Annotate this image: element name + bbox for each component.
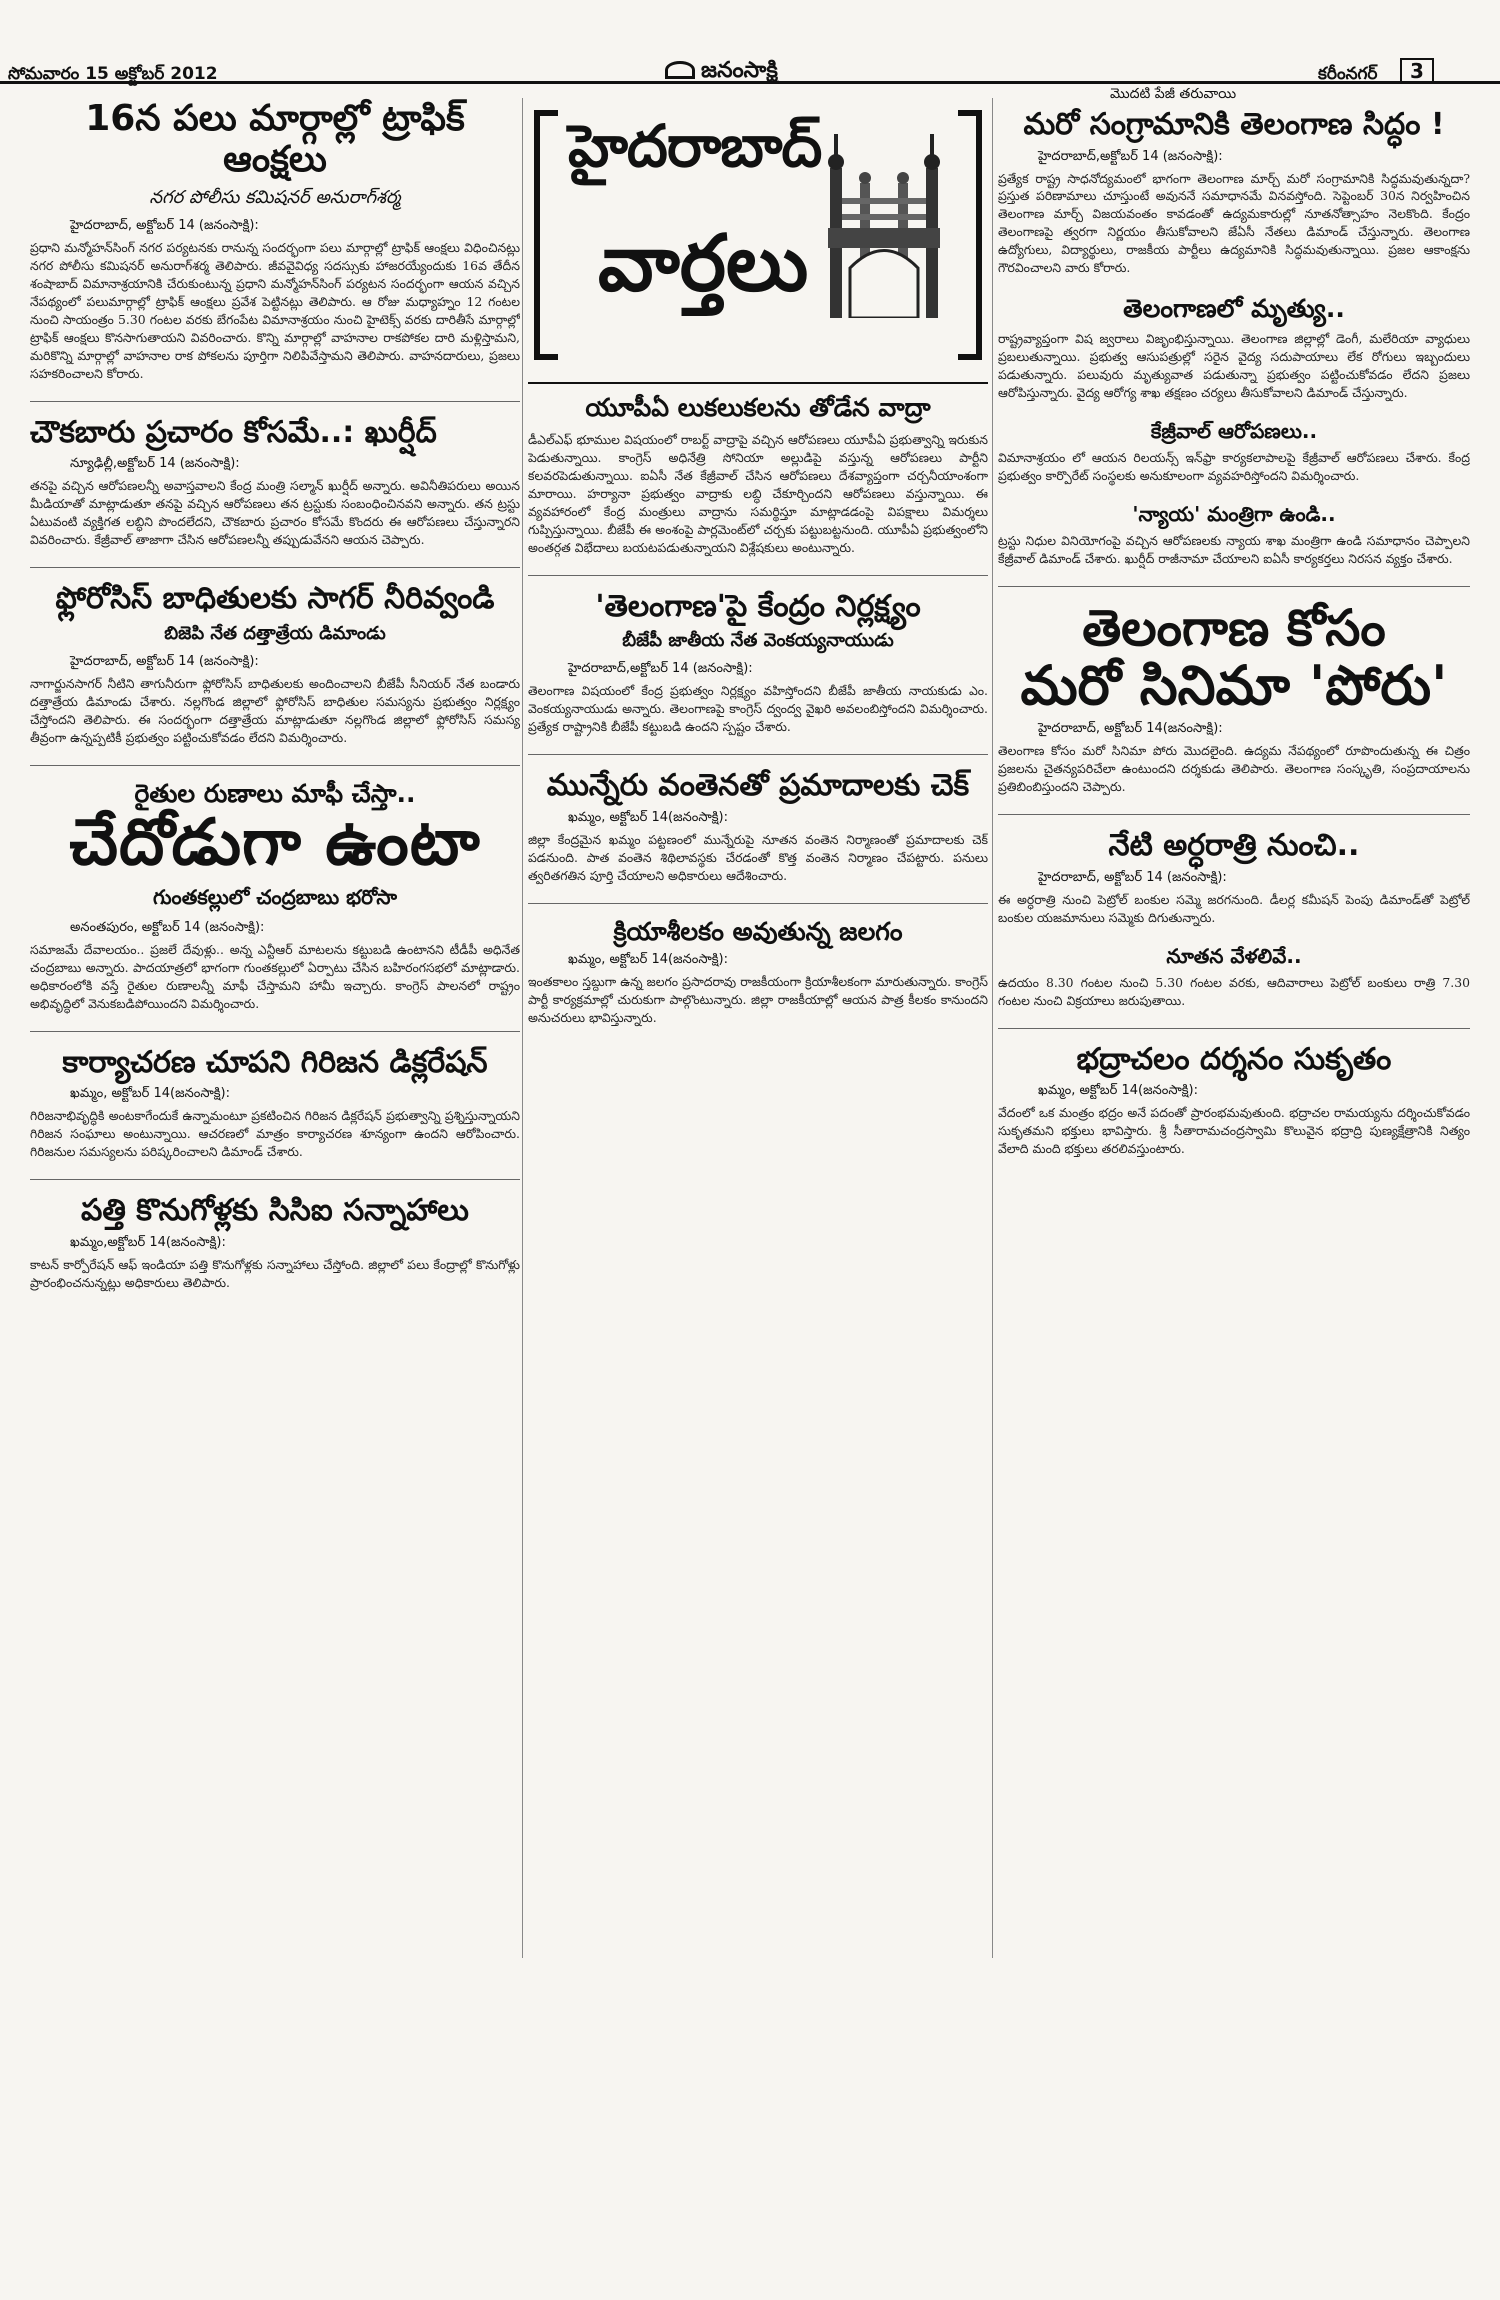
story-body: డీఎల్ఎఫ్ భూముల విషయంలో రాబర్ట్ వాద్రాపై వచ్చిన ఆరోపణలు యూపీఏ ప్రభుత్వాన్ని ఇరుకున పెడుతున్నాయి. కాంగ్రెస్ అధినేత్రి సోనియా అల్లుడిపై వస్తున్న ఆరోపణలు పార్టీని కలవరపెడుతున్నాయి. ఐఏసీ నేత కేజ్రీవాల్ చేసిన ఆరోపణలు దేశవ్యాప్తంగా చర్చనీయాంశంగా మారాయి. హర్యానా ప్రభుత్వం వాద్రాకు లబ్ధి చేకూర్చిందని ఆరోపణలు వస్తున్నాయి. ఈ వ్యవహారంలో కేంద్ర మంత్రులు వాద్రాను సమర్థిస్తూ మాట్లాడడంపై విపక్షాలు విమర్శలు గుప్పిస్తున్నాయి. బీజేపీ ఈ అంశంపై పార్లమెంట్‌లో చర్చకు పట్టుబట్టనుంది. యూపీఏ ప్రభుత్వంలోని అంతర్గత విభేదాలు బయటపడుతున్నాయని విశ్లేషకులు అంటున్నారు. <box>528 431 988 555</box>
dateline: హైదరాబాద్,అక్టోబర్ 14 (జనంసాక్షి): <box>1038 148 1223 164</box>
kicker: రైతుల రుణాలు మాఫీ చేస్తా.. <box>134 778 416 808</box>
dateline: ఖమ్మం, అక్టోబర్ 14(జనంసాక్షి): <box>1038 1083 1198 1099</box>
story-body: కాటన్ కార్పోరేషన్ ఆఫ్ ఇండియా పత్తి కొనుగోళ్లకు సన్నాహాలు చేస్తోంది. జిల్లాలో పలు కేంద్రాల్లో కొనుగోళ్లు ప్రారంభించనున్నట్లు అధికారులు తెలిపారు. <box>30 1256 520 1290</box>
story-body: తనపై వచ్చిన ఆరోపణలన్నీ అవాస్తవాలని కేంద్ర మంత్రి సల్మాన్ ఖుర్షీద్ అన్నారు. అవినీతిపరులు అయిన మీడియాతో మాట్లాడుతూ తనపై వచ్చిన ఆరోపణలు తన ట్రస్టుకు సంబంధించినవని అన్నారు. తన ట్రస్టు ఏటువంటి వ్యక్తిగత లబ్ధిని పొందలేదని, చౌకబారు ప్రచారం కోసమే కొందరు ఈ ఆరోపణలు చేస్తున్నారని వివరించారు. కేజ్రీవాల్ తాజాగా చేసిన ఆరోపణలన్నీ తప్పుడువేనని ఆయన చెప్పారు. <box>30 478 520 548</box>
divider <box>30 765 520 766</box>
story-body: ప్రధాని మన్మోహన్‌సింగ్ నగర పర్యటనకు రానున్న సందర్భంగా పలు మార్గాల్లో ట్రాఫిక్ ఆంక్షలు విధించినట్లు నగర పోలీసు కమిషనర్ అనురాగ్‌శర్మ తెలిపారు. జీవవైవిధ్య సదస్సుకు హాజరయ్యేందుకు 16వ తేదీన శంషాబాద్ విమానాశ్రయానికి చేరుకుంటున్న ప్రధాని మన్మోహన్‌సింగ్ పర్యటన సందర్భంగా ఆయన వచ్చిన నేపథ్యంలో పలుమార్గాల్లో ట్రాఫిక్ ఆంక్షలు ప్రవేశ పెట్టినట్లు తెలిపారు. ఆ రోజు మధ్యాహ్నం 12 గంటల నుంచి సాయంత్రం 5.30 గంటల వరకు బేగంపేట విమానాశ్రయం నుంచి హైటెక్స్ వరకు దారితీసే మార్గాల్లో ట్రాఫిక్ ఆంక్షలు కొనసాగుతాయని వివరించారు. కొన్ని మార్గాల్లో వాహనాల రాకపోకల దారి మళ్లిస్తామని, మరికొన్ని మార్గాల్లో వాహనాల రాక పోకలను పూర్తిగా నిలిపివేస్తామని తెలిపారు. వాహనదారులు, ప్రజలు సహకరించాలని కోరారు. <box>30 239 520 381</box>
dateline: ఖమ్మం,అక్టోబర్ 14(జనంసాక్షి): <box>70 1234 226 1250</box>
divider <box>528 903 988 904</box>
headline: చౌకబారు ప్రచారం కోసమే..: ఖుర్షీద్ <box>30 414 437 450</box>
dateline: ఖమ్మం, అక్టోబర్ 14(జనంసాక్షి): <box>70 1086 230 1102</box>
story-body: తెలంగాణ విషయంలో కేంద్ర ప్రభుత్వం నిర్లక్ష్యం వహిస్తోందని బీజేపీ జాతీయ నాయకుడు ఎం. వెంకయ్యనాయుడు అన్నారు. తెలంగాణపై కాంగ్రెస్ ద్వంద్వ వైఖరి అవలంబిస్తోందని విమర్శించారు. ప్రత్యేక రాష్ట్రానికి బీజేపీ కట్టుబడి ఉందని స్పష్టం చేశారు. <box>528 683 988 735</box>
hyderabad-news-banner <box>528 98 988 384</box>
story-vadra <box>528 394 988 557</box>
issue-date: సోమవారం 15 అక్టోబర్ 2012 <box>8 64 218 84</box>
story-body: ఇంతకాలం స్తబ్దుగా ఉన్న జలగం ప్రసాదరావు రాజకీయంగా క్రియాశీలకంగా మారుతున్నారు. కాంగ్రెస్ పార్టీ కార్యక్రమాల్లో చురుకుగా పాల్గొంటున్నారు. జిల్లా రాజకీయాల్లో ఆయన పాత్ర కీలకం కానుందని అనుచరులు భావిస్తున్నారు. <box>528 974 988 1026</box>
headline-line-1: తెలంగాణ కోసం <box>1082 599 1386 658</box>
divider <box>30 1031 520 1032</box>
headline: మరో సంగ్రామానికి తెలంగాణ సిద్ధం ! <box>1023 107 1445 142</box>
dateline: ఖమ్మం, అక్టోబర్ 14(జనంసాక్షి): <box>568 952 728 968</box>
headline: కేజ్రీవాల్ ఆరోపణలు.. <box>1150 419 1318 444</box>
masthead <box>0 0 1500 84</box>
bracket-right <box>958 110 982 360</box>
subhead: బీజేపీ జాతీయ నేత వెంకయ్యనాయుడు <box>622 630 894 652</box>
newspaper-brand <box>665 58 778 88</box>
story-munneru <box>528 769 988 884</box>
story-body: వేదంలో ఒక మంత్రం భద్రం అనే పదంతో ప్రారంభమవుతుంది. భద్రాచల రామయ్యను దర్శించుకోవడం సుకృతమని భక్తులు భావిస్తారు. శ్రీ సీతారామచంద్రస్వామి కొలువైన భద్రాద్రి పుణ్యక్షేత్రానికి నిత్యం వేలాది మంది భక్తులు తరలివస్తుంటారు. <box>998 1105 1470 1157</box>
headline: 'తెలంగాణ'పై కేంద్రం నిర్లక్ష్యం <box>595 588 921 624</box>
headline: భద్రాచలం దర్శనం సుకృతం <box>1076 1041 1392 1077</box>
edition-city: కరీంనగర్ <box>1318 64 1378 84</box>
story-khurshid <box>30 416 520 549</box>
dateline: అనంతపురం, అక్టోబర్ 14 (జనంసాక్షి): <box>70 919 265 935</box>
headline: కార్యాచరణ చూపని గిరిజన డిక్లరేషన్ <box>62 1044 488 1080</box>
dateline: హైదరాబాద్, అక్టోబర్ 14 (జనంసాక్షి): <box>70 217 259 233</box>
story-fevers <box>998 295 1470 402</box>
headline: నేటి అర్ధరాత్రి నుంచి.. <box>1108 828 1360 864</box>
story-body: ఉదయం 8.30 గంటల నుంచి 5.30 గంటల వరకు, ఆదివారాలు పెట్రోల్ బంకులు రాత్రి 7.30 గంటల నుంచి విక్రయాలు జరుపుతాయి. <box>998 974 1470 1008</box>
subhead: గుంతకల్లులో చంద్రబాబు భరోసా <box>152 884 398 909</box>
banner-subtitle: వార్తలు <box>598 218 809 309</box>
divider <box>998 814 1470 815</box>
headline: యూపీఏ లుకలుకలను తోడేన వాద్రా <box>585 393 931 422</box>
story-bhadrachalam <box>998 1043 1470 1158</box>
subhead: బిజెపి నేత దత్తాత్రేయ డిమాండు <box>164 622 386 644</box>
dateline: న్యూఢిల్లీ,అక్టోబర్ 14 (జనంసాక్షి): <box>70 456 240 472</box>
divider <box>30 401 520 402</box>
page-number: 3 <box>1400 58 1434 84</box>
headline: చేదోడుగా ఉంటా <box>69 805 481 881</box>
dateline: ఖమ్మం, అక్టోబర్ 14(జనంసాక్షి): <box>568 809 728 825</box>
bracket-left <box>534 110 558 360</box>
banner-title: హైదరాబాద్ <box>568 112 822 180</box>
story-poru-film <box>998 601 1470 796</box>
story-law-minister <box>998 503 1470 568</box>
story-fluorosis <box>30 582 520 746</box>
divider <box>30 567 520 568</box>
story-body: నాగార్జునసాగర్ నీటిని తాగునీరుగా ఫ్లోరోసిస్ బాధితులకు అందించాలని బీజేపీ సీనియర్ నేత బండారు దత్తాత్రేయ డిమాండు చేశారు. నల్లగొండ జిల్లాలో ఫ్లోరోసిస్ బాధితుల సమస్యను ప్రభుత్వం నిర్లక్ష్యం చేస్తోందని తెలిపారు. ఈ సందర్భంగా దత్తాత్రేయ మాట్లాడుతూ నల్లగొండ జిల్లాలో ఫ్లోరోసిస్ సమస్య తీవ్రంగా ఉన్నప్పటికీ ప్రభుత్వం పట్టించుకోవడం లేదని విమర్శించారు. <box>30 675 520 745</box>
subhead: నగర పోలీసు కమిషనర్ అనురాగ్‌శర్మ <box>149 186 401 208</box>
story-chandrababu <box>30 780 520 1013</box>
divider <box>528 754 988 755</box>
story-body: సమాజమే దేవాలయం.. ప్రజలే దేవుళ్లు.. అన్న ఎన్టీఆర్ మాటలను కట్టుబడి ఉంటానని టీడీపీ అధినేత చంద్రబాబు అన్నారు. పాదయాత్రలో భాగంగా గుంతకల్లులో ఏర్పాటు చేసిన బహిరంగసభలో మాట్లాడారు. అధికారంలోకి వస్తే రైతుల రుణాలన్నీ మాఫీ చేస్తామని హామీ ఇచ్చారు. కాంగ్రెస్ పాలనలో రాష్ట్రం అభివృద్ధిలో వెనుకబడిపోయిందని విమర్శించారు. <box>30 941 520 1011</box>
headline: క్రియాశీలకం అవుతున్న జలగం <box>613 916 903 946</box>
divider <box>998 1028 1470 1029</box>
story-body: జిల్లా కేంద్రమైన ఖమ్మం పట్టణంలో మున్నేరుపై నూతన వంతెన నిర్మాణంతో ప్రమాదాలకు చెక్ పడనుంది. పాత వంతెన శిథిలావస్థకు చేరడంతో కొత్త వంతెన నిర్మాణం చేపట్టారు. పనులు త్వరితగతిన పూర్తి చేయాలని అధికారులు ఆదేశించారు. <box>528 831 988 883</box>
story-body: తెలంగాణ కోసం మరో సినిమా పోరు మొదలైంది. ఉద్యమ నేపథ్యంలో రూపొందుతున్న ఈ చిత్రం ప్రజలను చైతన్యపరిచేలా ఉంటుందని దర్శకుడు తెలిపారు. తెలంగాణ సంస్కృతి, సంప్రదాయాలను ప్రతిబింబిస్తుందని చెప్పారు. <box>998 743 1470 795</box>
headline: తెలంగాణలో మృత్యు.. <box>1123 294 1345 324</box>
headline: ఫ్లోరోసిస్ బాధితులకు సాగర్ నీరివ్వండి <box>55 581 495 617</box>
divider <box>998 586 1470 587</box>
dateline: హైదరాబాద్, అక్టోబర్ 14 (జనంసాక్షి): <box>70 653 259 669</box>
story-new-timings <box>998 945 1470 1010</box>
divider <box>528 575 988 576</box>
story-jalagam <box>528 918 988 1028</box>
divider <box>30 1179 520 1180</box>
story-body: ట్రస్టు నిధుల వినియోగంపై వచ్చిన ఆరోపణలకు న్యాయ శాఖ మంత్రిగా ఉండి సమాధానం చెప్పాలని కేజ్రీవాల్ డిమాండ్ చేశారు. ఖుర్షీద్ రాజీనామా చేయాలని ఐఏసీ కార్యకర్తలు నిరసన వ్యక్తం చేశారు. <box>998 533 1470 567</box>
banner-rule <box>528 382 988 384</box>
charminar-icon <box>820 128 948 318</box>
left-column <box>30 98 520 1968</box>
story-body: గిరిజనాభివృద్ధికి అంటకాగేందుకే ఉన్నామంటూ ప్రకటించిన గిరిజన డిక్లరేషన్ ప్రభుత్వాన్ని ప్రశ్నిస్తున్నాయని గిరిజన సంఘాలు అంటున్నాయి. ఆచరణలో మాత్రం కార్యాచరణ శూన్యంగా ఉందని ఆరోపించారు. గిరిజనుల సమస్యలను పరిష్కరించాలని డిమాండ్ చేశారు. <box>30 1108 520 1160</box>
continued-note: మొదటి పేజీ తరువాయి <box>1110 86 1237 102</box>
dateline: హైదరాబాద్, అక్టోబర్ 14 (జనంసాక్షి): <box>1038 869 1227 885</box>
story-body: ప్రత్యేక రాష్ట్ర సాధనోద్యమంలో భాగంగా తెలంగాణ మార్చ్ మరో సంగ్రామానికి సిద్ధమవుతున్నదా? ప్రస్తుత పరిణామాలు చూస్తుంటే అవుననే సమాధానమే వినవస్తోంది. సెప్టెంబర్ 30న నిర్వహించిన తెలంగాణ మార్చ్ విజయవంతం కావడంతో ఉద్యమకారుల్లో నూతనోత్సాహం నెలకొంది. కేంద్రం తెలంగాణపై త్వరగా నిర్ణయం తీసుకోవాలని జేఏసీ నేతలు డిమాండ్ చేస్తున్నారు. తెలంగాణ ఉద్యోగులు, విద్యార్థులు, రాజకీయ పార్టీలు ఉద్యమానికి సిద్ధమవుతున్నాయి. ప్రజల ఆకాంక్షను గౌరవించాలని వారు కోరారు. <box>998 170 1470 276</box>
headline: నూతన వేళలివే.. <box>1166 943 1302 968</box>
headline: 'న్యాయ' మంత్రిగా ఉండి.. <box>1132 502 1336 527</box>
headline: 16న పలు మార్గాల్లో ట్రాఫిక్ ఆంక్షలు <box>85 98 465 181</box>
brand-logo-icon <box>665 61 695 79</box>
story-telangana-march <box>998 108 1470 277</box>
column-divider <box>522 98 523 1958</box>
right-column <box>998 98 1470 1968</box>
story-kejriwal <box>998 420 1470 485</box>
story-traffic <box>30 98 520 383</box>
headline-line-2: మరో సినిమా 'పోరు' <box>1020 654 1448 718</box>
story-body: ఈ అర్ధరాత్రి నుంచి పెట్రోల్ బంకుల సమ్మె జరగనుంది. డీలర్ల కమీషన్ పెంపు డిమాండ్‌తో పెట్రోల్ బంకుల యజమానులు సమ్మెకు దిగుతున్నారు. <box>998 891 1470 925</box>
headline: మున్నేరు వంతెనతో ప్రమాదాలకు చెక్ <box>546 768 970 804</box>
brand-name: జనంసాక్షి <box>701 58 778 83</box>
story-cci <box>30 1194 520 1291</box>
story-body: విమానాశ్రయం లో ఆయన రిలయన్స్ ఇన్‌ఫ్రా కార్యకలాపాలపై కేజ్రీవాల్ ఆరోపణలు చేశారు. కేంద్ర ప్రభుత్వం కార్పొరేట్ సంస్థలకు అనుకూలంగా వ్యవహరిస్తోందని విమర్శించారు. <box>998 450 1470 484</box>
middle-column <box>528 98 988 1968</box>
story-venkaiah <box>528 590 988 736</box>
story-body: రాష్ట్రవ్యాప్తంగా విష జ్వరాలు విజృంభిస్తున్నాయి. తెలంగాణ జిల్లాల్లో డెంగీ, మలేరియా వ్యాధులు ప్రబలుతున్నాయి. ప్రభుత్వ ఆసుపత్రుల్లో సరైన వైద్య సదుపాయాలు లేక రోగులు ఇబ్బందులు పడుతున్నారు. పలువురు మృత్యువాత పడుతున్నా ప్రభుత్వం పట్టించుకోవడం లేదని ప్రజలు ఆరోపిస్తున్నారు. వైద్య ఆరోగ్య శాఖ తక్షణం చర్యలు తీసుకోవాలని డిమాండ్ చేస్తున్నారు. <box>998 331 1470 401</box>
column-divider <box>992 98 993 1958</box>
headline: పత్తి కొనుగోళ్లకు సిసిఐ సన్నాహాలు <box>81 1193 469 1229</box>
dateline: హైదరాబాద్,అక్టోబర్ 14 (జనంసాక్షి): <box>568 661 753 677</box>
story-tribal <box>30 1046 520 1161</box>
story-midnight <box>998 829 1470 926</box>
dateline: హైదరాబాద్, అక్టోబర్ 14(జనంసాక్షి): <box>1038 721 1223 737</box>
